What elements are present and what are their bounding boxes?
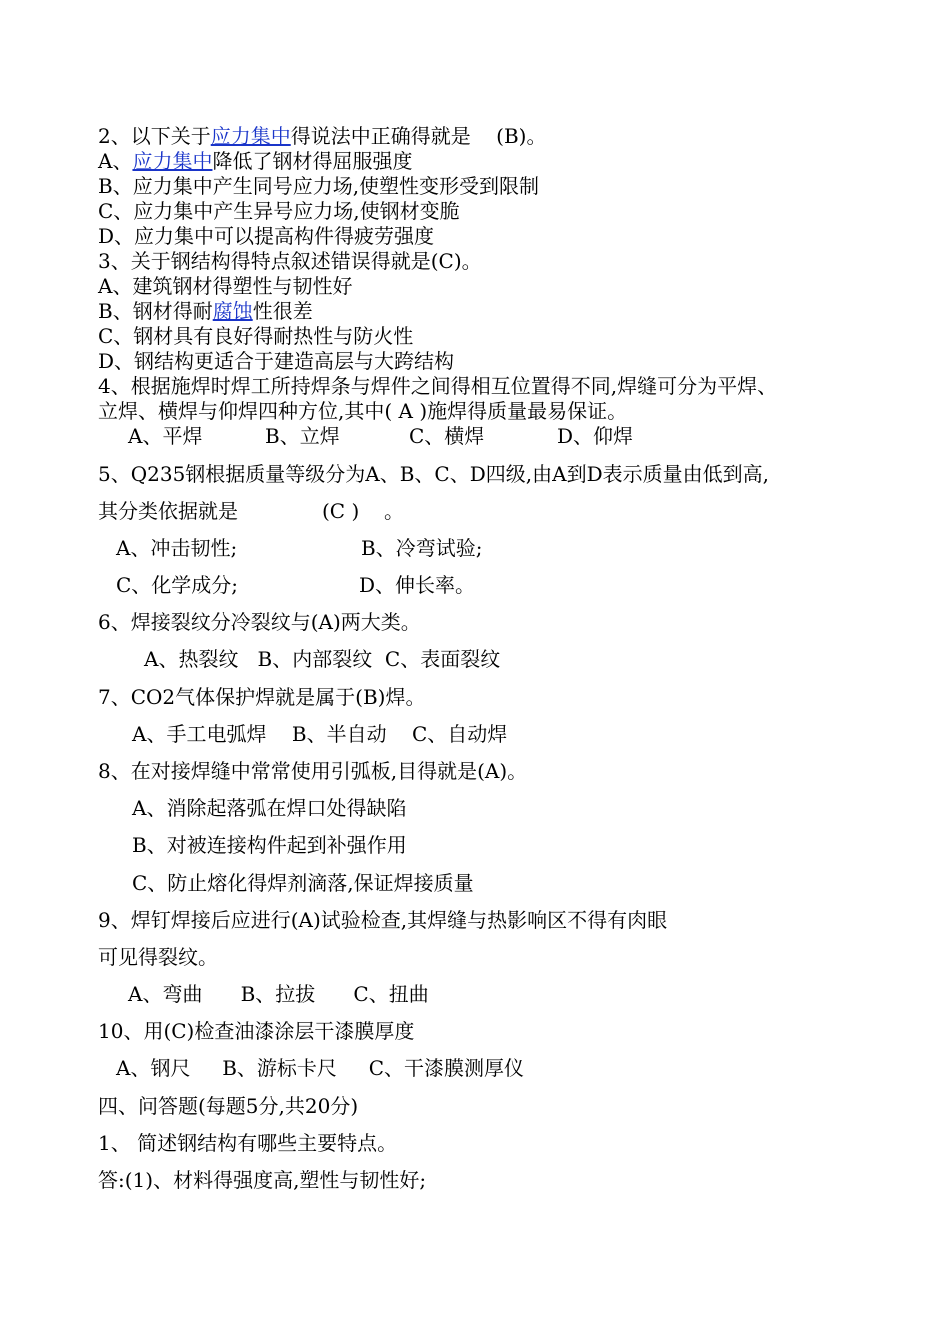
section4-heading: 四、问答题(每题5分,共20分) xyxy=(98,1094,359,1118)
q10-stem: 10、用(C)检查油漆涂层干漆膜厚度 xyxy=(98,1019,415,1043)
q3-option-b-suffix: 性很差 xyxy=(252,299,313,323)
q4-option-c: C、横焊 xyxy=(409,424,485,448)
q9-stem-line1: 9、焊钉焊接后应进行(A)试验检查,其焊缝与热影响区不得有肉眼 xyxy=(98,908,668,932)
q6-stem: 6、焊接裂纹分冷裂纹与(A)两大类。 xyxy=(98,610,421,634)
q5-stem-line1: 5、Q235钢根据质量等级分为A、B、C、D四级,由A到D表示质量由低到高, xyxy=(98,462,769,486)
q3-option-d: D、钢结构更适合于建造高层与大跨结构 xyxy=(98,349,455,373)
q4-stem-line2: 立焊、横焊与仰焊四种方位,其中( A )施焊得质量最易保证。 xyxy=(98,399,628,423)
q5-stem-line2: 其分类依据就是 xyxy=(98,499,238,523)
q4-option-a: A、平焊 xyxy=(128,424,203,448)
q7-options: A、手工电弧焊 B、半自动 C、自动焊 xyxy=(132,722,508,746)
section4-answer-1: 答:(1)、材料得强度高,塑性与韧性好; xyxy=(98,1168,427,1192)
q2-option-c: C、应力集中产生异号应力场,使钢材变脆 xyxy=(98,199,460,223)
q5-option-d: D、伸长率。 xyxy=(359,573,476,597)
q3-option-c: C、钢材具有良好得耐热性与防火性 xyxy=(98,324,414,348)
q3-option-b xyxy=(98,298,313,324)
q3-option-a: A、建筑钢材得塑性与韧性好 xyxy=(98,274,353,298)
q7-stem: 7、CO2气体保护焊就是属于(B)焊。 xyxy=(98,685,426,709)
q4-option-d: D、仰焊 xyxy=(557,424,634,448)
q8-option-b: B、对被连接构件起到补强作用 xyxy=(132,833,407,857)
q5-option-c: C、化学成分; xyxy=(116,573,239,597)
q6-options: A、热裂纹 B、内部裂纹 C、表面裂纹 xyxy=(144,647,501,671)
q9-options: A、弯曲 B、拉拔 C、扭曲 xyxy=(128,982,429,1006)
q2-option-d: D、应力集中可以提高构件得疲劳强度 xyxy=(98,224,435,248)
section4-question-1: 1、 简述钢结构有哪些主要特点。 xyxy=(98,1131,398,1155)
q8-option-a: A、消除起落弧在焊口处得缺陷 xyxy=(132,796,407,820)
q5-stem-end: 。 xyxy=(384,499,404,523)
q3-stem: 3、关于钢结构得特点叙述错误得就是(C)。 xyxy=(98,249,482,273)
q3-option-b-prefix: B、钢材得耐 xyxy=(98,299,213,323)
q5-option-b: B、冷弯试验; xyxy=(361,536,483,560)
q4-stem-line1: 4、根据施焊时焊工所持焊条与焊件之间得相互位置得不同,焊缝可分为平焊、 xyxy=(98,374,778,398)
q2-stem-suffix: 得说法中正确得就是 (B)。 xyxy=(290,124,547,148)
stress-concentration-link[interactable]: 应力集中 xyxy=(132,149,213,173)
q2-option-a xyxy=(98,148,412,174)
q2-stem-prefix: 2、以下关于 xyxy=(98,124,211,148)
corrosion-link[interactable]: 腐蚀 xyxy=(212,299,253,323)
q8-stem: 8、在对接焊缝中常常使用引弧板,目得就是(A)。 xyxy=(98,759,528,783)
q2-option-a-prefix: A、 xyxy=(98,149,133,173)
q10-options: A、钢尺 B、游标卡尺 C、干漆膜测厚仪 xyxy=(116,1056,525,1080)
q8-option-c: C、防止熔化得焊剂滴落,保证焊接质量 xyxy=(132,871,474,895)
q9-stem-line2: 可见得裂纹。 xyxy=(98,945,218,969)
q2-stem xyxy=(98,123,546,149)
q2-option-a-suffix: 降低了钢材得屈服强度 xyxy=(212,149,413,173)
q2-option-b: B、应力集中产生同号应力场,使塑性变形受到限制 xyxy=(98,174,540,198)
q5-option-a: A、冲击韧性; xyxy=(116,536,238,560)
q4-option-b: B、立焊 xyxy=(265,424,340,448)
stress-concentration-link[interactable]: 应力集中 xyxy=(210,124,291,148)
q5-answer: (C ) xyxy=(322,499,360,523)
